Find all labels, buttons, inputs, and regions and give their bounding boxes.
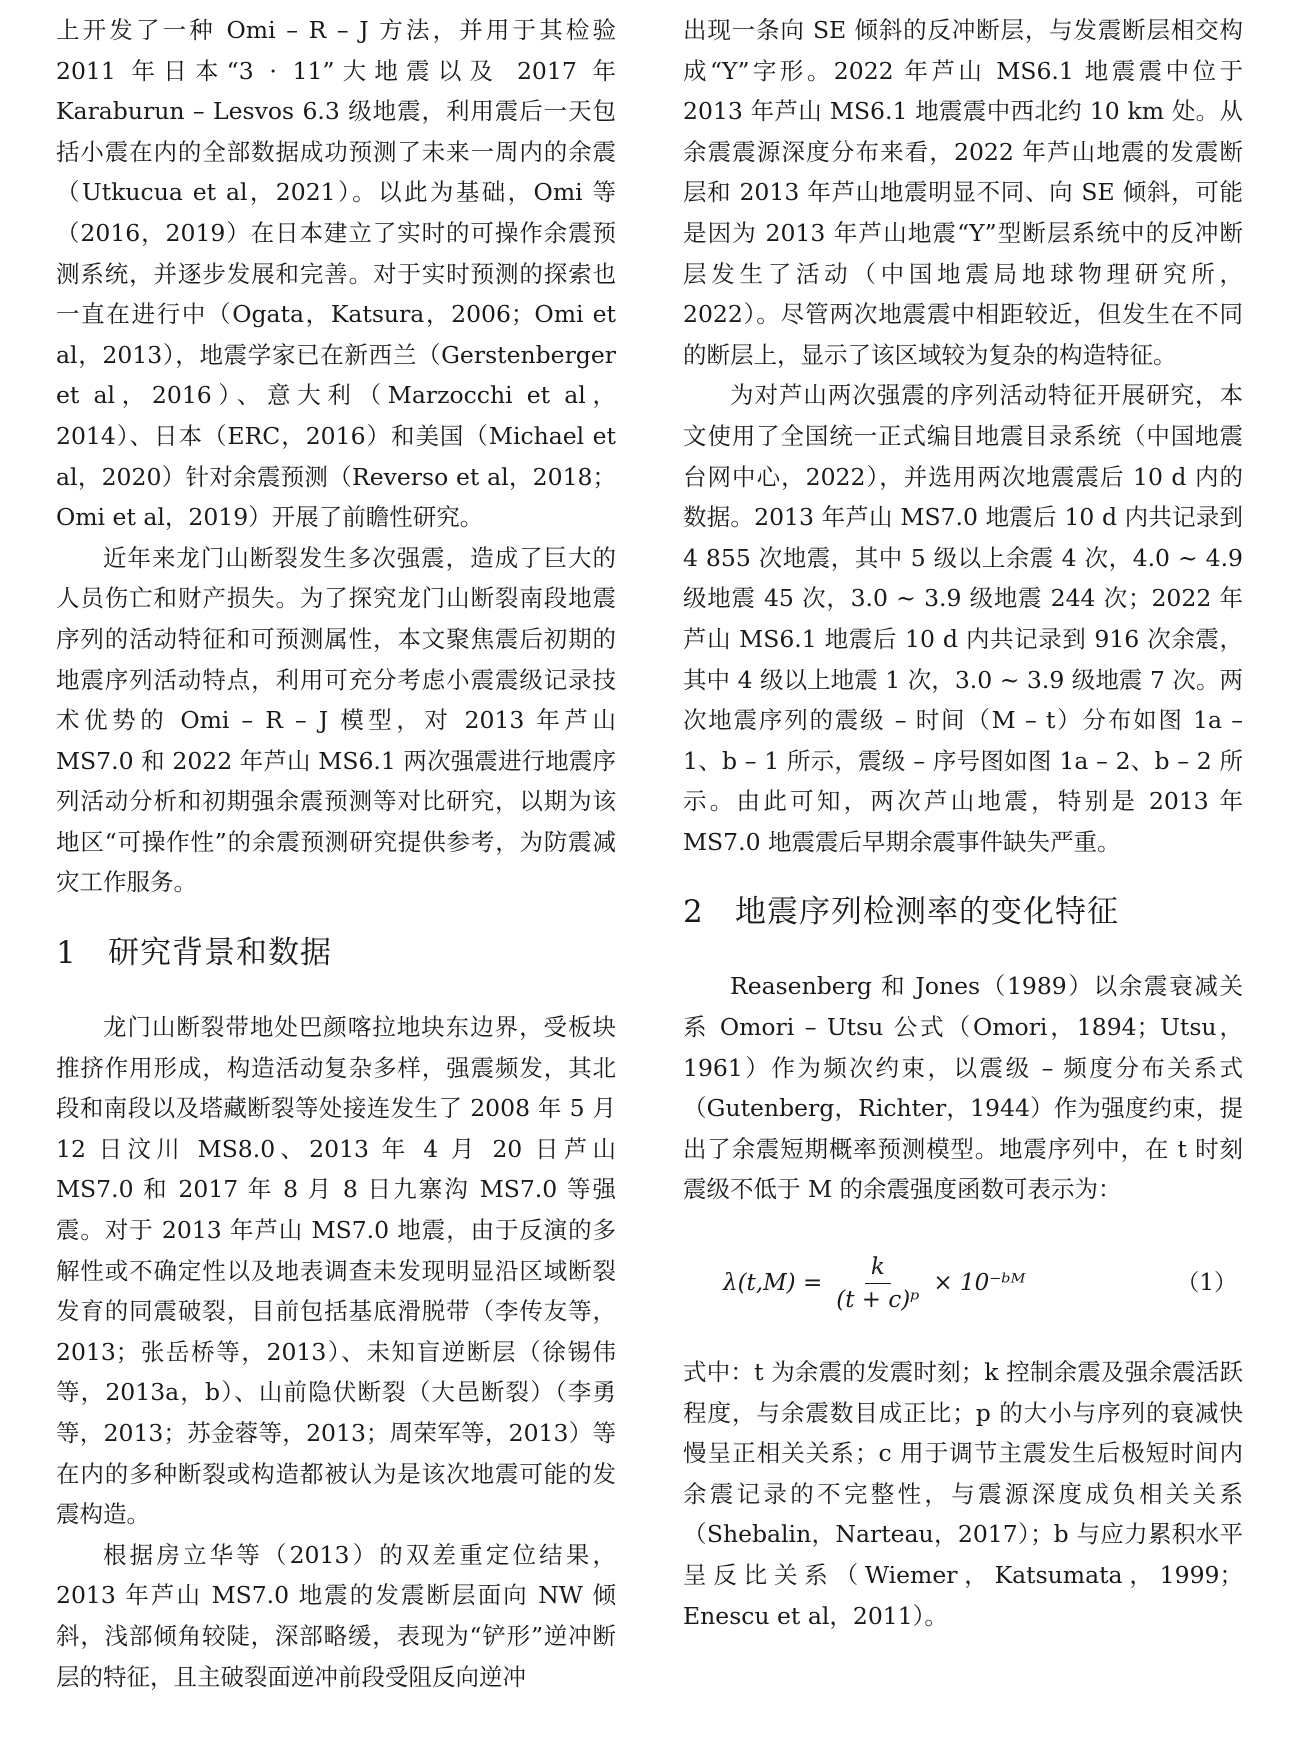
equation-number: （1） [1176, 1269, 1237, 1296]
equation-formula [723, 1251, 1025, 1316]
section-number: 2 [683, 894, 704, 931]
paragraph-data-source: 为对芦山两次强震的序列活动特征开展研究，本文使用了全国统一正式编目地震目录系统（中国地震台网中心，2022），并选用两次地震震后 10 d 内的数据。2013 年芦山 MS7.0 地震后 10 d 内共记录到 4 855 次地震，其中 5 级以上余震 4 次，4.0 ~ 4.9 级地震 45 次，3.0 ~ 3.9 级地震 244 次；2022 年芦山 MS6.1 地震后 10 d 内共记录到 916 次余震，其中 4 级以上地震 1 次，3.0 ~ 3.9 级地震 7 次。两次地震序列的震级 – 时间（M – t）分布如图 1a – 1、b – 1 所示，震级 – 序号图如图 1a – 2、b – 2 所示。由此可知，两次芦山地震，特别是 2013 年 MS7.0 地震震后早期余震事件缺失严重。 [683, 381, 1243, 856]
paragraph-continued-right: 出现一条向 SE 倾斜的反冲断层，与发震断层相交构成“Y”字形。2022 年芦山 MS6.1 地震震中位于 2013 年芦山 MS6.1 地震震中西北约 10 km 处。从余震震源深度分布来看，2022 年芦山地震的发震断层和 2013 年芦山地震明显不同、向 SE 倾斜，可能是因为 2013 年芦山地震“Y”型断层系统中的反冲断层发生了活动（中国地震局地球物理研究所，2022）。尽管两次地震震中相距较近，但发生在不同的断层上，显示了该区域较为复杂的构造特征。 [683, 16, 1243, 369]
equation-numerator: k [865, 1251, 891, 1284]
equation-denominator: (t + c)ᵖ [836, 1286, 920, 1313]
equation-1 [683, 1238, 1243, 1328]
paragraph-model: Reasenberg 和 Jones（1989）以余震衰减关系 Omori – Utsu 公式（Omori，1894；Utsu，1961）作为频次约束，以震级 – 频度分布关系式（Gutenberg，Richter，1944）作为强度约束，提出了余震短期概率预测模型。地震序列中，在 t 时刻震级不低于 M 的余震强度函数可表示为： [683, 972, 1243, 1204]
equation-rhs: × 10⁻ᵇᴹ [933, 1269, 1026, 1296]
section-heading-1 [56, 933, 616, 973]
right-column [683, 10, 1243, 1636]
left-column [56, 10, 616, 1697]
paragraph-intro-longmenshan: 近年来龙门山断裂发生多次强震，造成了巨大的人员伤亡和财产损失。为了探究龙门山断裂南段地震序列的活动特征和可预测属性，本文聚焦震后初期的地震序列活动特点，利用可充分考虑小震震级记录技术优势的 Omi – R – J 模型，对 2013 年芦山 MS7.0 和 2022 年芦山 MS6.1 两次强震进行地震序列活动分析和初期强余震预测等对比研究，以期为该地区“可操作性”的余震预测研究提供参考，为防震减灾工作服务。 [56, 543, 616, 897]
equation-fraction [830, 1251, 925, 1316]
paragraph-continued: 上开发了一种 Omi – R – J 方法，并用于其检验 2011 年日本“3 · 11”大地震以及 2017 年 Karaburun – Lesvos 6.3 级地震，利用震后一天包括小震在内的全部数据成功预测了未来一周内的余震（Utkucua et al，2021）。以此为基础，Omi 等（2016，2019）在日本建立了实时的可操作余震预测系统，并逐步发展和完善。对于实时预测的探索也一直在进行中（Ogata，Katsura，2006；Omi et al，2013），地震学家已在新西兰（Gerstenberger et al，2016）、意大利（Marzocchi et al，2014）、日本（ERC，2016）和美国（Michael et al，2020）针对余震预测（Reverso et al，2018；Omi et al，2019）开展了前瞻性研究。 [56, 16, 616, 532]
section-title: 地震序列检测率的变化特征 [735, 894, 1119, 931]
paragraph-parameters: 式中：t 为余震的发震时刻；k 控制余震及强余震活跃程度，与余震数目成正比；p 的大小与序列的衰减快慢呈正相关关系；c 用于调节主震发生后极短时间内余震记录的不完整性，与震源深度成负相关关系（Shebalin，Narteau，2017）；b 与应力累积水平呈反比关系（Wiemer，Katsumata，1999；Enescu et al，2011）。 [683, 1358, 1243, 1630]
section-heading-2 [683, 892, 1243, 932]
paragraph-fault-zone: 龙门山断裂带地处巴颜喀拉地块东边界，受板块推挤作用形成，构造活动复杂多样，强震频发，其北段和南段以及塔藏断裂等处接连发生了 2008 年 5 月 12 日汶川 MS8.0、2013 年 4 月 20 日芦山 MS7.0 和 2017 年 8 月 8 日九寨沟 MS7.0 等强震。对于 2013 年芦山 MS7.0 地震，由于反演的多解性或不确定性以及地表调查未发现明显沿区域断裂发育的同震破裂，目前包括基底滑脱带（李传友等，2013；张岳桥等，2013）、未知盲逆断层（徐锡伟等，2013a，b）、山前隐伏断裂（大邑断裂）（李勇等，2013；苏金蓉等，2013；周荣军等，2013）等在内的多种断裂或构造都被认为是该次地震可能的发震构造。 [56, 1013, 616, 1529]
section-number: 1 [56, 935, 77, 972]
paragraph-relocation: 根据房立华等（2013）的双差重定位结果，2013 年芦山 MS7.0 地震的发震断层面向 NW 倾斜，浅部倾角较陡，深部略缓，表现为“铲形”逆冲断层的特征，且主破裂面逆冲前段受阻反向逆冲 [56, 1540, 616, 1691]
equation-lhs: λ(t,M) = [723, 1269, 823, 1296]
section-title: 研究背景和数据 [108, 935, 332, 972]
